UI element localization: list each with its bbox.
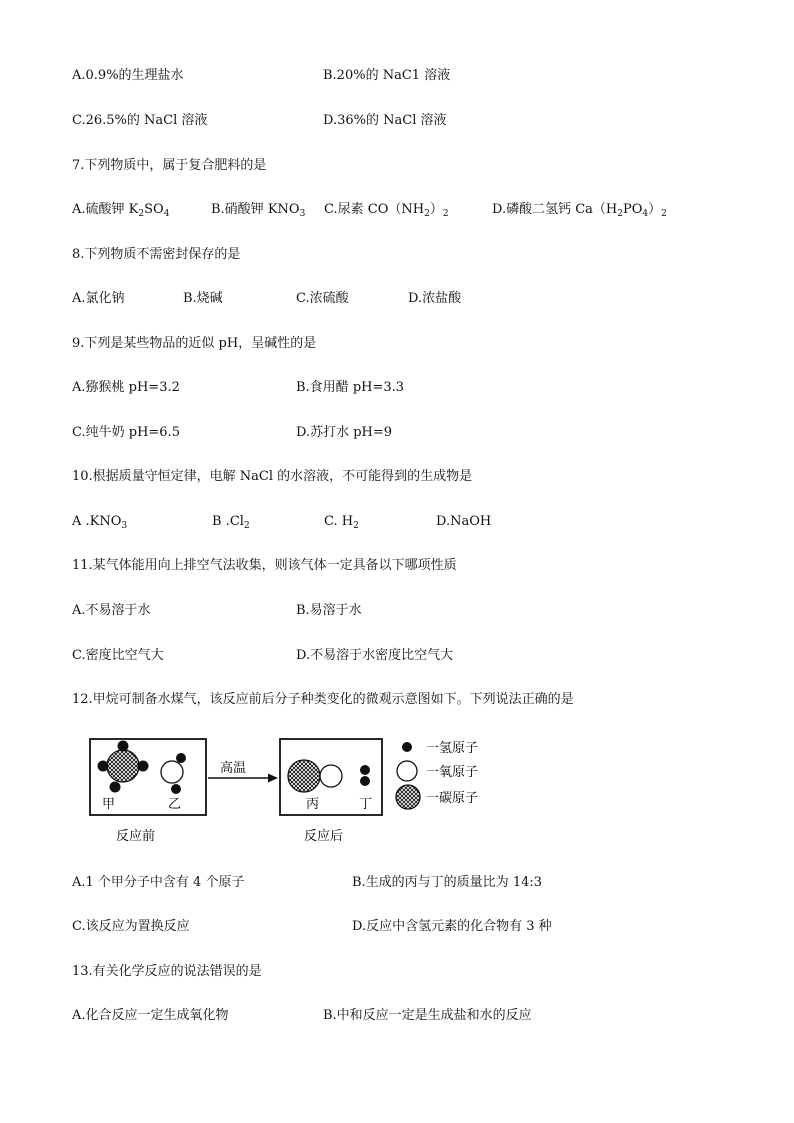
hydrogen-atom bbox=[171, 784, 181, 794]
condition-label: 高温 bbox=[220, 761, 247, 776]
methane-molecule bbox=[98, 741, 149, 793]
q10-option-b: B $.Cl_2$ bbox=[212, 514, 250, 531]
q11-option-d: D.不易溶于水密度比空气大 bbox=[296, 648, 454, 663]
carbon-atom bbox=[288, 760, 320, 792]
label-ding: 丁 bbox=[359, 797, 373, 812]
q11-option-a: A.不易溶于水 bbox=[72, 603, 151, 618]
q8-stem: 8.下列物质不需密封保存的是 bbox=[72, 247, 241, 262]
legend bbox=[396, 741, 478, 809]
q6-option-a: A.0.9%的生理盐水 bbox=[72, 68, 184, 83]
water-molecule bbox=[161, 753, 186, 794]
q8-option-c: C.浓硫酸 bbox=[296, 291, 349, 306]
q10-option-d: D.NaOH bbox=[436, 514, 492, 529]
q12-stem: 12.甲烷可制备水煤气，该反应前后分子种类变化的微观示意图如下。下列说法正确的是 bbox=[72, 692, 574, 707]
hydrogen-molecule bbox=[360, 765, 370, 786]
label-yi: 乙 bbox=[168, 797, 182, 812]
q11-option-c: C.密度比空气大 bbox=[72, 648, 164, 663]
label-bing: 丙 bbox=[306, 797, 320, 812]
q8-option-a: A.氯化钠 bbox=[72, 291, 125, 306]
q8-option-b: B.烧碱 bbox=[183, 291, 223, 306]
carbon-atom bbox=[107, 750, 139, 782]
q10-option-a: A $.KNO_3$ bbox=[72, 514, 128, 531]
q8-option-d: D.浓盐酸 bbox=[408, 291, 462, 306]
hydrogen-atom bbox=[110, 782, 121, 793]
q7-option-d: D.磷酸二氢钙 $Ca(H_2PO_4)_2$ bbox=[492, 202, 667, 219]
reaction-diagram bbox=[72, 734, 522, 854]
label-jia: 甲 bbox=[102, 797, 116, 812]
legend-oxygen: 一氧原子 bbox=[426, 765, 479, 780]
q11-option-b: B.易溶于水 bbox=[296, 603, 362, 618]
q9-option-d: D.苏打水 pH=9 bbox=[296, 425, 393, 440]
q7-stem: 7.下列物质中，属于复合肥料的是 bbox=[72, 158, 267, 173]
q9-option-b: B.食用醋 pH=3.3 bbox=[296, 380, 405, 395]
q10-stem: 10.根据质量守恒定律，电解 NaCl 的水溶液，不可能得到的生成物是 bbox=[72, 469, 473, 484]
hydrogen-atom bbox=[176, 753, 186, 763]
hydrogen-atom bbox=[118, 741, 129, 752]
hydrogen-atom bbox=[360, 776, 370, 786]
hydrogen-atom bbox=[360, 765, 370, 775]
q9-option-a: A.猕猴桃 pH=3.2 bbox=[72, 380, 180, 395]
q11-stem: 11.某气体能用向上排空气法收集，则该气体一定具备以下哪项性质 bbox=[72, 558, 457, 573]
legend-hydrogen: 一氢原子 bbox=[426, 741, 479, 756]
q13-option-b: B.中和反应一定是生成盐和水的反应 bbox=[323, 1008, 532, 1023]
q6-option-b: B.20%的 NaC1 溶液 bbox=[323, 68, 451, 83]
hydrogen-atom bbox=[138, 761, 149, 772]
arrow-head-icon bbox=[268, 774, 278, 783]
q10-option-c: C. $H_2$ bbox=[324, 514, 359, 531]
hydrogen-atom bbox=[98, 761, 109, 772]
q7-option-b: B.硝酸钾 $KNO_3$ bbox=[211, 202, 306, 219]
q12-option-b: B.生成的丙与丁的质量比为 14:3 bbox=[352, 875, 543, 890]
q13-option-a: A.化合反应一定生成氧化物 bbox=[72, 1008, 229, 1023]
carbon-monoxide-molecule bbox=[288, 760, 342, 792]
oxygen-atom bbox=[161, 761, 183, 783]
legend-oxygen-icon bbox=[397, 761, 417, 781]
q7-option-c: C.尿素 $CO(NH_2)_2$ bbox=[324, 202, 449, 219]
legend-carbon-icon bbox=[396, 785, 420, 809]
q6-option-c: C.26.5%的 NaCl 溶液 bbox=[72, 113, 208, 128]
q12-option-a: A.1 个甲分子中含有 4 个原子 bbox=[72, 875, 245, 890]
q9-stem: 9.下列是某些物品的近似 pH，呈碱性的是 bbox=[72, 336, 317, 351]
q9-option-c: C.纯牛奶 pH=6.5 bbox=[72, 425, 180, 440]
q7-option-a: A.硫酸钾 $K_2SO_4$ bbox=[72, 202, 170, 219]
legend-carbon: 一碳原子 bbox=[426, 791, 479, 806]
q12-option-d: D.反应中含氢元素的化合物有 3 种 bbox=[352, 919, 552, 934]
q6-option-d: D.36%的 NaCl 溶液 bbox=[323, 113, 447, 128]
oxygen-atom bbox=[320, 765, 342, 787]
q12-option-c: C.该反应为置换反应 bbox=[72, 919, 190, 934]
legend-hydrogen-icon bbox=[402, 742, 412, 752]
caption-before: 反应前 bbox=[116, 829, 156, 844]
q13-stem: 13.有关化学反应的说法错误的是 bbox=[72, 964, 262, 979]
caption-after: 反应后 bbox=[304, 829, 344, 844]
